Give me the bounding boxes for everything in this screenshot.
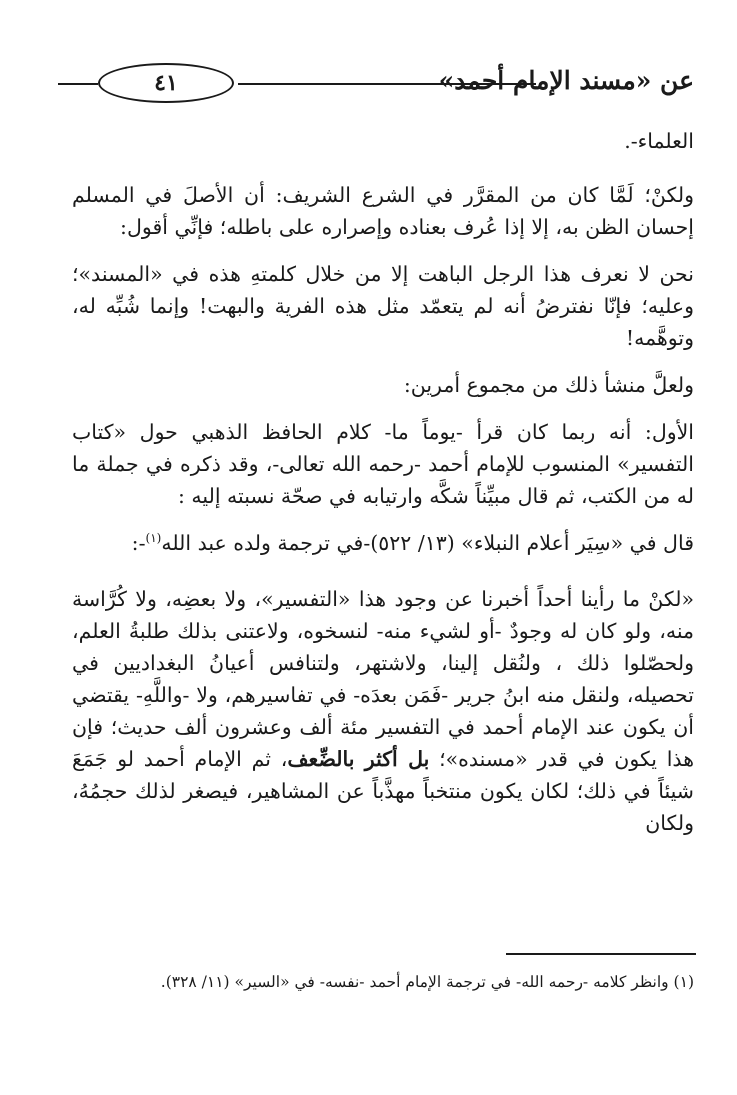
header-rule-left (58, 83, 98, 85)
main-text (72, 125, 694, 854)
quote-intro-tail: -: (131, 531, 146, 555)
running-title: عن «مسند الإمام أحمد» (438, 66, 694, 95)
paragraph: الأول: أنه ربما كان قرأ -يوماً ما- كلام الحافظ الذهبي حول «كتاب التفسير» المنسوب للإمام أحمد -رحمه الله تعالى-، وقد ذكره في جملة ما له من الكتب، ثم قال مبيِّناً شكَّه وارتيابه في صحّة نسبته إليه : (72, 420, 694, 508)
paragraph: ولعلَّ منشأ ذلك من مجموع أمرين: (403, 373, 694, 397)
quote-bold-phrase: بل أكثر بالضِّعف (287, 747, 430, 771)
quote-intro-text: قال في «سِيَر أعلام النبلاء» (١٣/ ٥٢٢)-في ترجمة ولده عبد الله (161, 531, 694, 555)
paragraph: ولكنْ؛ لَمَّا كان من المقرَّر في الشرع الشريف: أن الأصلَ في المسلم إحسان الظن به، إلا إذا عُرف بعناده وإصراره على باطله؛ فإنِّي أقول: (72, 183, 694, 239)
page-number: ٤١ (154, 70, 178, 96)
quote-paragraph (72, 583, 694, 839)
footnote-reference[interactable]: (١) (145, 531, 162, 546)
footnote: (١) وانظر كلامه -رحمه الله- في ترجمة الإمام أحمد -نفسه- في «السير» (١١/ ٣٢٨). (160, 973, 694, 991)
quote-intro-paragraph (72, 527, 694, 559)
page-header (58, 60, 694, 110)
paragraph: العلماء-. (624, 129, 694, 153)
quote-text-part2: ، ثم الإمام أحمد لو جَمَعَ شيئاً في ذلك؛ لكان يكون منتخباً مهذَّباً عن المشاهير، فيصغر لذلك حجمُهُ، ولكان (72, 747, 694, 835)
paragraph: نحن لا نعرف هذا الرجل الباهت إلا من خلال كلمتهِ هذه في «المسند»؛ وعليه؛ فإنّا نفترضُ أنه لم يتعمّد مثل هذه الفرية والبهت! وإنما شُبِّه له، وتوهَّمه! (72, 262, 694, 350)
page-number-oval (98, 63, 234, 103)
footnote-separator (506, 953, 696, 955)
quote-text-part1: «لكنْ ما رأينا أحداً أخبرنا عن وجود هذا «التفسير»، ولا بعضِه، ولا كُرَّاسة منه، ولو كان له وجودٌ -أو لشيء منه- لنسخوه، ولاعتنى بذلك طلبةُ العلم، ولحصّلوا ذلك ، ولنُقل إلينا، ولاشتهر، ولتنافس أعيانُ البغداديين في تحصيله، ولنقل منه ابنُ جرير -فَمَن بعدَه- في تفاسيرهم، ولا -واللَّهِ- يقتضي أن يكون عند الإمام أحمد في التفسير مئة ألف وعشرون ألف حديث؛ فإن هذا يكون في قدر «مسنده»؛ (72, 587, 694, 771)
